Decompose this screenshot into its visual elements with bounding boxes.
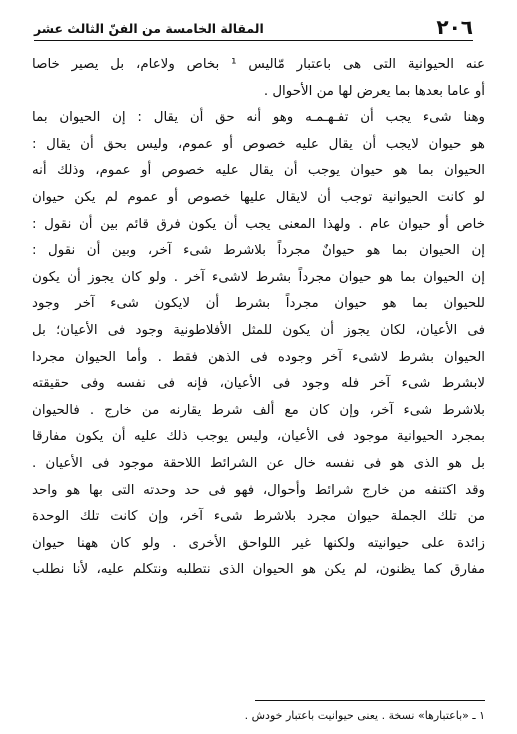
text-line: الحيوان بشرط لاشىء آخر وجوده فى الذهن فقط . وأما الحيوان مجردا: [32, 349, 485, 365]
text-line: إن الحيوان بما هو حيوانٌ مجرداً بلاشرط شىء آخر، وبين أن نقول :: [32, 243, 485, 259]
text-line: بمجرد الحيوانية موجود فى الأعيان، وليس يوجب ذلك عليه أن يكون مفارقا: [32, 429, 485, 445]
text-line: زائدة على حيوانيته ولكنها غير اللواحق الأخرى . ولو كان ههنا حيوان: [32, 535, 485, 551]
text-line: فى الأعيان، لكان يجوز أن يكون للمثل الأفلاطونية وجود فى الأعيان؛ بل: [32, 322, 485, 338]
page-number: ٢٠٦: [436, 15, 473, 39]
text-line: أو عاما بعدها بما يعرض لها من الأحوال .: [263, 83, 485, 99]
text-line: عنه الحيوانية التى هى باعتبار مّاليس ¹ بخاص ولاعام، بل يصير خاصا: [32, 57, 485, 72]
text-line: خاص أو حيوان عام . ولهذا المعنى يجب أن يكون فرق قائم بين أن نقول :: [32, 216, 485, 232]
page-header: [34, 12, 473, 38]
text-line: وهنا شىء يجب أن تفـهـمـه وهو أنه حق أن يقال : إن الحيوان بما: [32, 110, 485, 126]
footnote: ١ ـ «باعتبارها» نسخة . يعنى حيوانيت باعتبار خودش .: [244, 709, 485, 722]
text-line: لابشرط شىء آخر فله وجود فى الأعيان، فإنه فى نفسه وفى حقيقته: [32, 376, 485, 392]
running-title: المقالة الخامسة من الفنّ الثالث عشر: [34, 21, 264, 36]
text-line: بل هو الذى هو فى نفسه خال عن الشرائط اللاحقة موجود فى الأعيان .: [32, 455, 485, 471]
text-line: الحيوان بما هو حيوان يوجب أن يقال عليه خصوص أو عموم، وذلك أنه: [32, 163, 485, 179]
text-line: من تلك الجملة حيوان مجرد بلاشرط شىء آخر، وإن كانت تلك الوحدة: [32, 509, 485, 525]
text-line: إن الحيوان بما هو حيوان مجرداً بشرط لاشىء آخر . ولو كان يجوز أن يكون: [32, 269, 485, 285]
footnote-rule: [255, 700, 485, 701]
header-rule: [34, 40, 473, 41]
text-line: لو كانت الحيوانية توجب أن لايقال عليها خصوص أو عموم لم يكن حيوان: [32, 189, 485, 205]
text-line: للحيوان بما هو حيوان مجرداً بشرط أن لايكون شىء آخر وجود: [32, 296, 485, 312]
text-line: هو حيوان لايجب أن يقال عليه خصوص أو عموم، وليس بحق أن يقال :: [32, 136, 485, 152]
body-text: [32, 52, 485, 584]
text-line: بلاشرط شىء آخر، وإن كان مع ألف شرط يقارنه من خارج . فالحيوان: [32, 402, 485, 418]
text-line: مفارق كما يظنون، لم يكن هو الحيوان الذى نتطلبه ونتكلم عليه، لأنا نطلب: [32, 562, 485, 578]
text-line: وقد اكتنفه من خارج شرائط وأحوال، فهو فى حد وحدته التى بها هو واحد: [32, 482, 485, 498]
